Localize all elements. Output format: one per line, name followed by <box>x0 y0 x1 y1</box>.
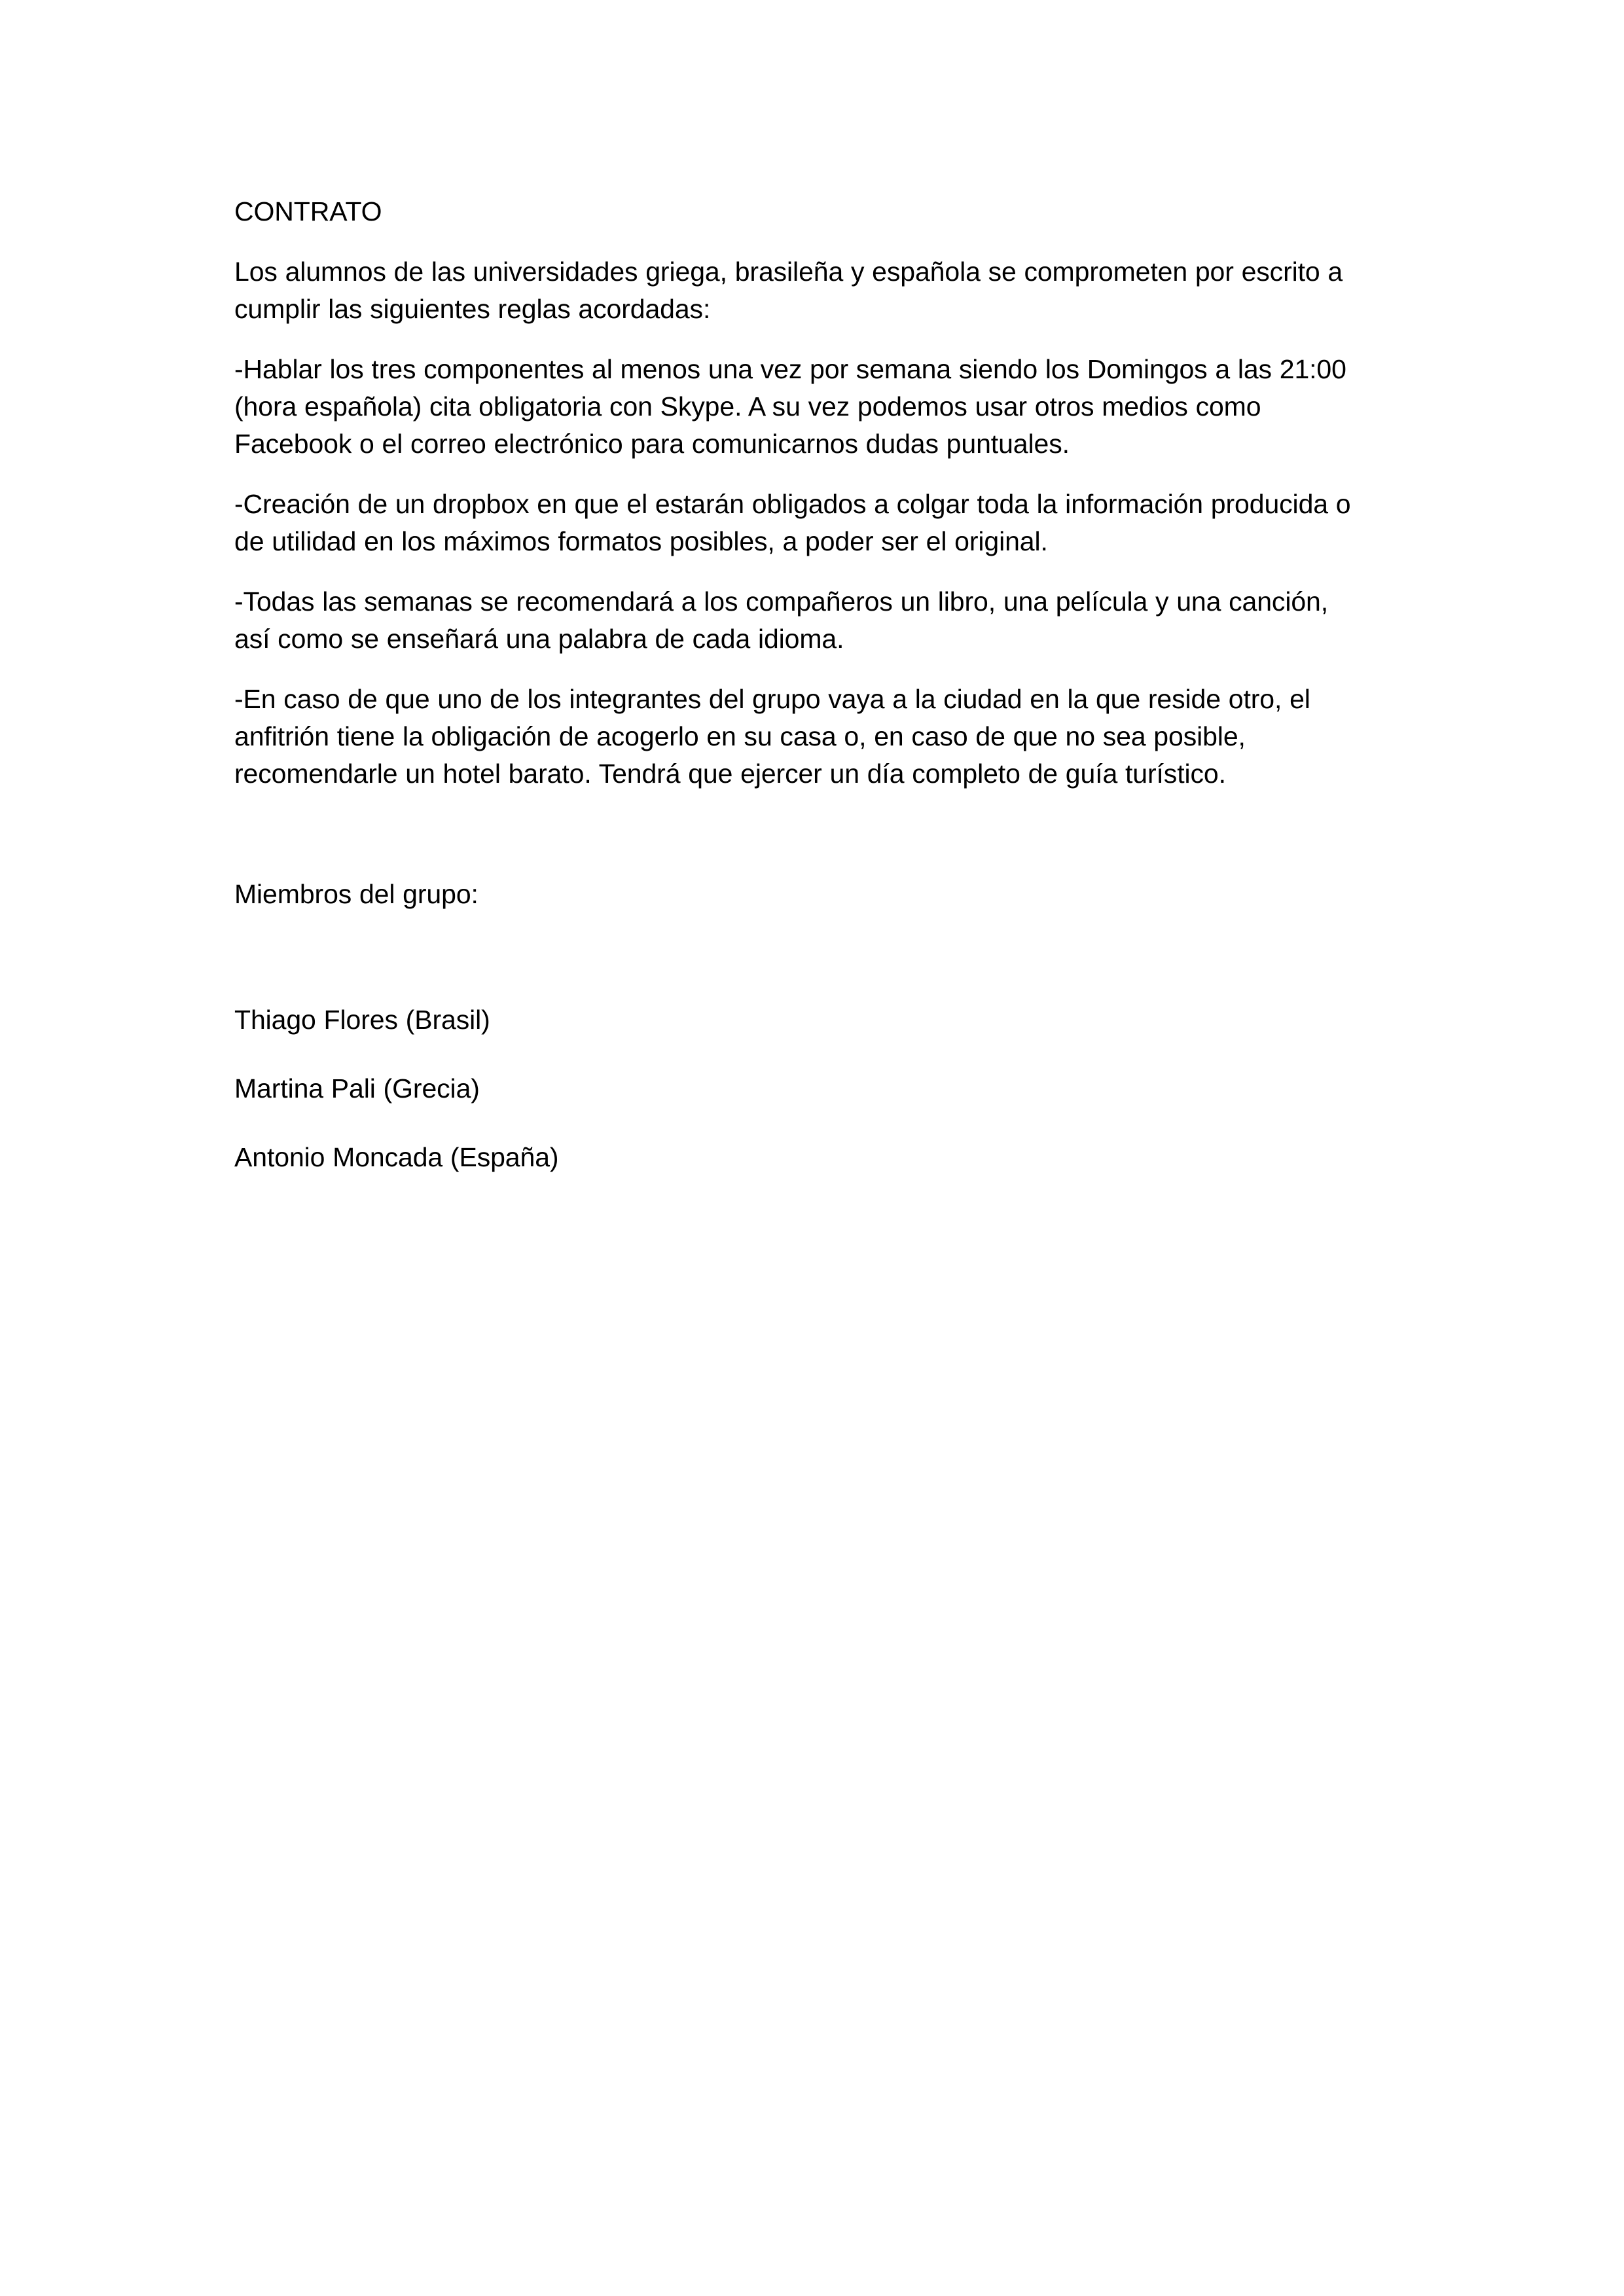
clause-paragraph-2: -Creación de un dropbox en que el estarán obligados a colgar toda la información producida o de utilidad en los máximos formatos posibles, a poder ser el original. <box>234 489 1351 556</box>
clause-paragraph-1: -Hablar los tres componentes al menos una vez por semana siendo los Domingos a las 21:00 (hora española) cita obligatoria con Skype. A su vez podemos usar otros medios como Facebook o el correo electrónico para comunicarnos dudas puntuales. <box>234 354 1346 459</box>
document-body <box>234 193 1367 1176</box>
clause-paragraph-4: -En caso de que uno de los integrantes del grupo vaya a la ciudad en la que reside otro, el anfitrión tiene la obligación de acogerlo en su casa o, en caso de que no sea posible, recomendarle un hotel barato. Tendrá que ejercer un día completo de guía turístico. <box>234 684 1310 789</box>
intro-paragraph: Los alumnos de las universidades griega, brasileña y española se comprometen por escrito a cumplir las siguientes reglas acordadas: <box>234 257 1343 324</box>
member-name-2: Martina Pali (Grecia) <box>234 1073 480 1103</box>
members-heading: Miembros del grupo: <box>234 879 478 909</box>
members-spacer <box>234 936 1367 1001</box>
members-list <box>234 1001 1367 1176</box>
clause-paragraph-3: -Todas las semanas se recomendará a los compañeros un libro, una película y una canción, así como se enseñará una palabra de cada idioma. <box>234 586 1329 654</box>
document-title: CONTRATO <box>234 196 382 226</box>
section-spacer <box>234 816 1367 876</box>
member-name-3: Antonio Moncada (España) <box>234 1142 559 1172</box>
member-name-1: Thiago Flores (Brasil) <box>234 1005 490 1035</box>
